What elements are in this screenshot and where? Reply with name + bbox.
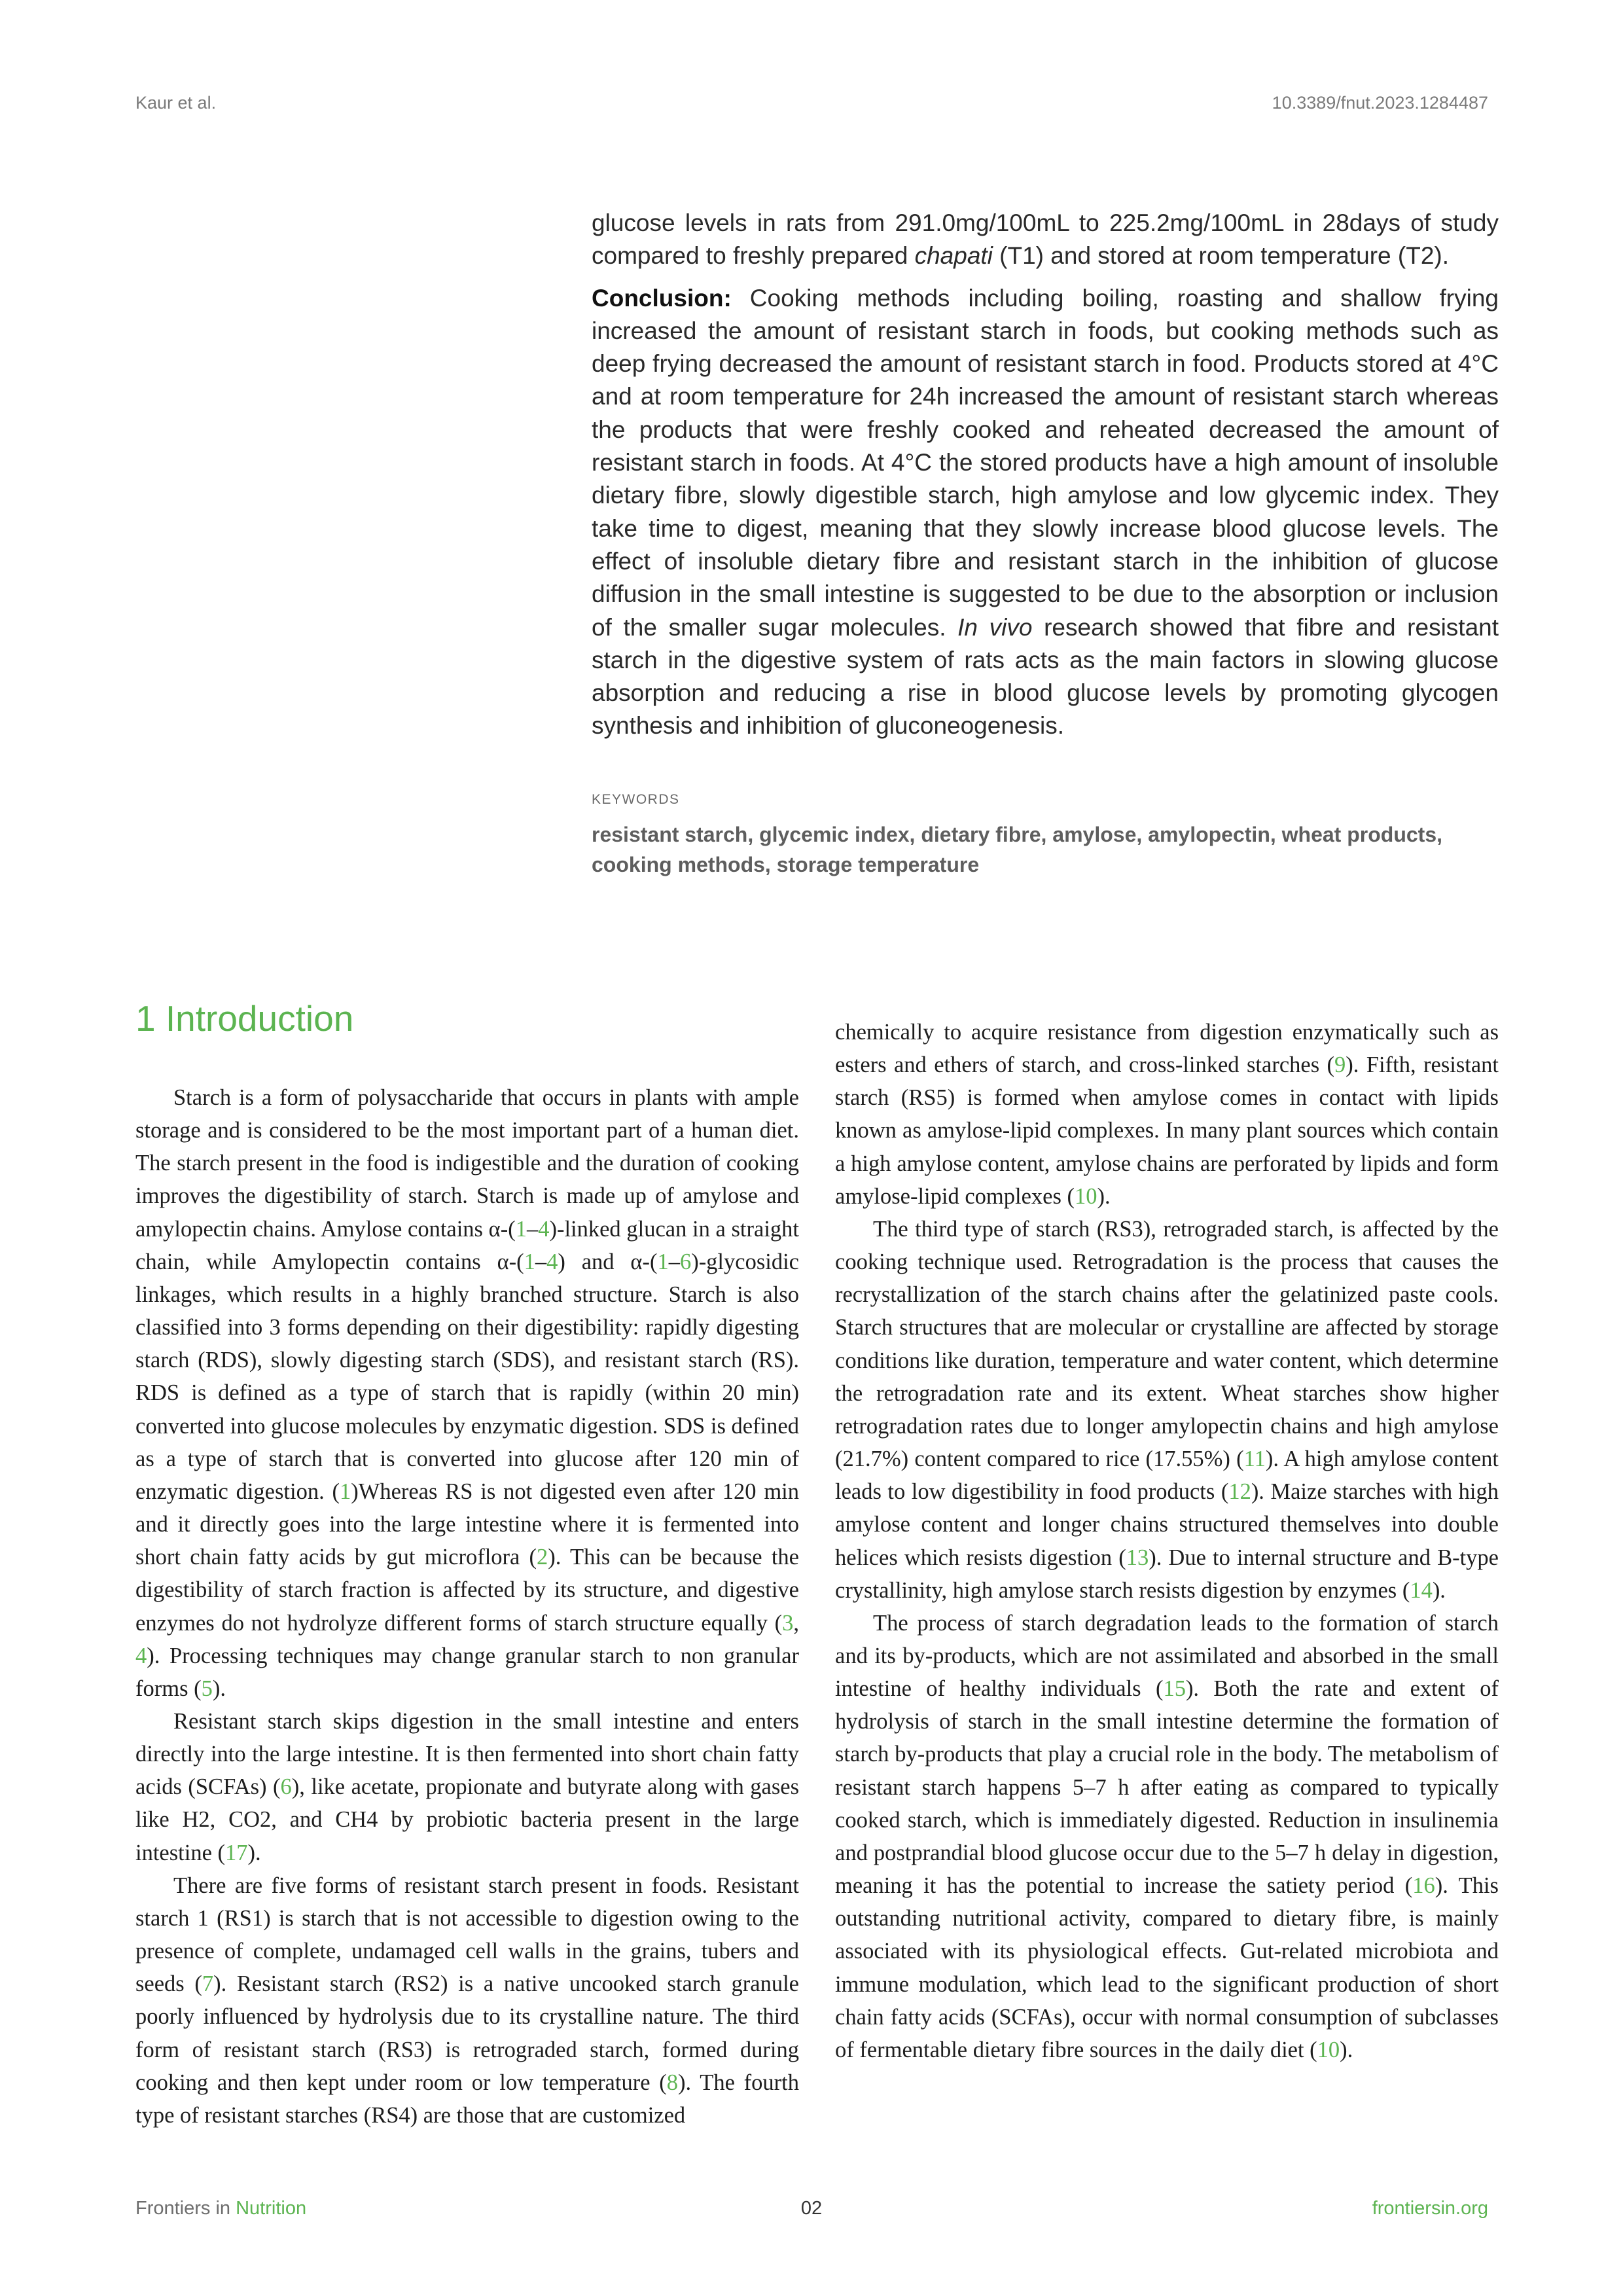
keywords-list: resistant starch, glycemic index, dietary fibre, amylose, amylopectin, wheat products, cooking methods, storage temperature — [592, 823, 1442, 876]
citation-link[interactable]: 10 — [1075, 1183, 1097, 1209]
citation-link[interactable]: 6 — [679, 1249, 692, 1274]
keywords-label: KEYWORDS — [592, 792, 680, 807]
citation-link[interactable]: 3 — [782, 1610, 794, 1636]
citation-link[interactable]: 1 — [340, 1479, 351, 1504]
citation-link[interactable]: 12 — [1228, 1479, 1251, 1505]
page-number: 02 — [800, 2198, 823, 2219]
running-header-authors: Kaur et al. — [135, 93, 217, 113]
citation-link[interactable]: 11 — [1243, 1446, 1266, 1472]
citation-link[interactable]: 4 — [538, 1216, 550, 1242]
body-column-left — [135, 1081, 799, 2132]
paragraph: The third type of starch (RS3), retrograded starch, is affected by the cooking technique used. Retrogradation is the process that causes the recrystallization of the starch chains after the gelatinized paste cools. Starch structures that are molecular or crystalline are affected by storage conditions like duration, temperature and water content, which determine the retrogradation rate and its extent. Wheat starches show higher retrogradation rates due to longer amylopectin chains and high amylose (21.7%) content compared to rice (17.55%) (11). A high amylose content leads to low digestibility in food products (12). Maize starches with high amylose content and longer chains structured themselves into double helices which resists digestion (13). Due to internal structure and B-type crystallinity, high amylose starch resists digestion by enzymes (14). — [835, 1216, 1499, 1603]
citation-link[interactable]: 4 — [546, 1249, 558, 1274]
citation-link[interactable]: 1 — [657, 1249, 669, 1274]
footer-site-link[interactable]: frontiersin.org — [1372, 2198, 1488, 2219]
paragraph: Resistant starch skips digestion in the small intestine and enters directly into the large intestine. It is then fermented into short chain fatty acids (SCFAs) (6), like acetate, propionate and butyrate along with gases like H2, CO2, and CH4 by probiotic bacteria present in the large intestine (17). — [135, 1708, 799, 1865]
citation-link[interactable]: 4 — [135, 1643, 147, 1668]
section-heading-introduction: 1 Introduction — [135, 998, 354, 1039]
body-column-right — [835, 1016, 1499, 2066]
abstract-block — [592, 207, 1499, 743]
citation-link[interactable]: 9 — [1334, 1052, 1346, 1078]
footer-journal-name: Nutrition — [236, 2198, 307, 2219]
abstract-conclusion: Conclusion: Cooking methods including boiling, roasting and shallow frying increased the amount of resistant starch in foods, but cooking methods such as deep frying decreased the amount of resistant starch in food. Products stored at 4°C and at room temperature for 24h increased the amount of resistant starch whereas the products that were freshly cooked and reheated decreased the amount of resistant starch in foods. At 4°C the stored products have a high amount of insoluble dietary fibre, slowly digestible starch, high amylose and low glycemic index. They take time to digest, meaning that they slowly increase blood glucose levels. The effect of insoluble dietary fibre and resistant starch in the inhibition of glucose diffusion in the small intestine is suggested to be due to the absorption or inclusion of the smaller sugar molecules. In vivo research showed that fibre and resistant starch in the digestive system of rats acts as the main factors in slowing glucose absorption and reducing a rise in blood glucose levels by promoting glycogen synthesis and inhibition of gluconeogenesis. — [592, 284, 1499, 740]
footer-journal: Frontiers in Nutrition — [135, 2198, 307, 2219]
citation-link[interactable]: 16 — [1412, 1873, 1435, 1899]
paragraph: Starch is a form of polysaccharide that occurs in plants with ample storage and is considered to be the most important part of a human diet. The starch present in the food is indigestible and the duration of cooking improves the digestibility of starch. Starch is made up of amylose and amylopectin chains. Amylose contains α-(1–4)-linked glucan in a straight chain, while Amylopectin contains α-(1–4) and α-(1–6)-glycosidic linkages, which results in a highly branched structure. Starch is also classified into 3 forms depending on their digestibility: rapidly digesting starch (RDS), slowly digesting starch (SDS), and resistant starch (RS). RDS is defined as a type of starch that is rapidly (within 20 min) converted into glucose molecules by enzymatic digestion. SDS is defined as a type of starch that is converted into glucose after 120 min of enzymatic digestion. (1)Whereas RS is not digested even after 120 min and it directly goes into the large intestine where it is fermented into short chain fatty acids by gut microflora (2). This can be because the digestibility of starch fraction is affected by its structure, and digestive enzymes do not hydrolyze different forms of starch structure equally (3, 4). Processing techniques may change granular starch to non granular forms (5). — [135, 1085, 799, 1701]
citation-link[interactable]: 1 — [515, 1216, 527, 1242]
citation-link[interactable]: 10 — [1317, 2037, 1340, 2062]
running-header-doi: 10.3389/fnut.2023.1284487 — [1272, 93, 1488, 113]
abstract-results-tail: glucose levels in rats from 291.0mg/100mL to 225.2mg/100mL in 28days of study compared to freshly prepared chapati (T1) and stored at room temperature (T2). — [592, 209, 1499, 270]
citation-link[interactable]: 13 — [1126, 1545, 1149, 1570]
paragraph-continued: chemically to acquire resistance from digestion enzymatically such as esters and ethers of starch, and cross-linked starches (9). Fifth, resistant starch (RS5) is formed when amylose comes in contact with lipids known as amylose-lipid complexes. In many plant sources which contain a high amylose content, amylose chains are perforated by lipids and form amylose-lipid complexes (10). — [835, 1020, 1499, 1209]
citation-link[interactable]: 2 — [537, 1545, 548, 1570]
citation-link[interactable]: 7 — [202, 1971, 214, 1997]
citation-link[interactable]: 14 — [1410, 1577, 1433, 1603]
citation-link[interactable]: 8 — [666, 2070, 679, 2095]
paragraph: There are five forms of resistant starch present in foods. Resistant starch 1 (RS1) is starch that is not accessible to digestion owing to the presence of complete, undamaged cell walls in the grains, tubers and seeds (7). Resistant starch (RS2) is a native uncooked starch granule poorly influenced by hydrolysis due to its crystalline nature. The third form of resistant starch (RS3) is retrograded starch, formed during cooking and then kept under room or low temperature (8). The fourth type of resistant starches (RS4) are those that are customized — [135, 1873, 799, 2128]
conclusion-label: Conclusion: — [592, 284, 732, 312]
citation-link[interactable]: 17 — [225, 1840, 248, 1865]
citation-link[interactable]: 15 — [1163, 1676, 1186, 1702]
citation-link[interactable]: 5 — [201, 1676, 213, 1701]
citation-link[interactable]: 6 — [280, 1774, 292, 1800]
paragraph: The process of starch degradation leads to the formation of starch and its by-products, which are not assimilated and absorbed in the small intestine of healthy individuals (15). Both the rate and extent of hydrolysis of starch in the small intestine determine the formation of starch by-products that play a crucial role in the body. The metabolism of resistant starch happens 5–7 h after eating as compared to typically cooked starch, which is immediately digested. Reduction in insulinemia and postprandial blood glucose occur due to the 5–7 h delay in digestion, meaning it has the potential to increase the satiety period (16). This outstanding nutritional activity, compared to dietary fibre, is mainly associated with its physiological effects. Gut-related microbiota and immune modulation, which lead to the significant production of short chain fatty acids (SCFAs), occur with normal consumption of subclasses of fermentable dietary fibre sources in the daily diet (10). — [835, 1610, 1499, 2062]
citation-link[interactable]: 1 — [524, 1249, 535, 1274]
